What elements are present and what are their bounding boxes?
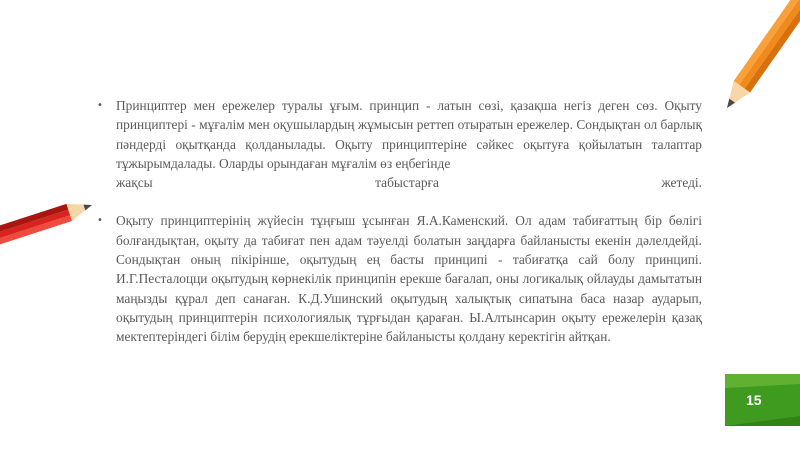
bullet-paragraph-1 <box>97 96 702 192</box>
slide-body <box>97 96 702 347</box>
orange-pencil-icon <box>700 0 800 120</box>
paragraph-1-last-line: жақсы табыстарға жетеді. <box>116 175 702 191</box>
red-pencil-icon <box>0 190 100 250</box>
bullet-paragraph-2 <box>97 211 702 346</box>
page-number: 15 <box>746 392 762 408</box>
page-number-badge <box>725 374 800 426</box>
bullet-dot-icon: • <box>97 100 103 111</box>
paragraph-2-text: Оқыту принциптерінің жүйесін тұңғыш ұсынған Я.А.Каменский. Ол адам табиғаттың бір бөлігі болғандықтан, оқыту да табиғат пен адам тәуелді болатын заңдарға байланысты екенін дәлелдейді. Сондықтан оның пікірінше, оқытудың ең басты принципі - табиғатқа сай болу принципі. И.Г.Песталоцци оқытудың көрнекілік принципін ерекше бағалап, оны логикалық ойлауды дамытатын маңызды құрал деп санаған. К.Д.Ушинский оқытудың халықтық сипатына баса назар аударып, оқытудың принциптерін психологиялық тұрғыдан қараған. Ы.Алтынсарин оқыту ережелерін қазақ мектептеріндегі білім берудің ерекшеліктеріне байланысты қолдану керектігін айтқан. <box>116 213 702 345</box>
bullet-dot-icon: • <box>97 215 103 227</box>
paragraph-1-text: Принциптер мен ережелер туралы ұғым. принцип - латын сөзі, қазақша негіз деген сөз. Оқыту принциптері - мұғалім мен оқушылардың жұмысын реттеп отыратын ережелер. Сондықтан ол барлық пәндерді оқытқанда қолданылады. Оқыту принциптеріне сәйкес оқытуға қойылатын талаптар тұжырымдалады. Оларды орындаған мұғалім өз еңбегінде <box>116 98 702 171</box>
